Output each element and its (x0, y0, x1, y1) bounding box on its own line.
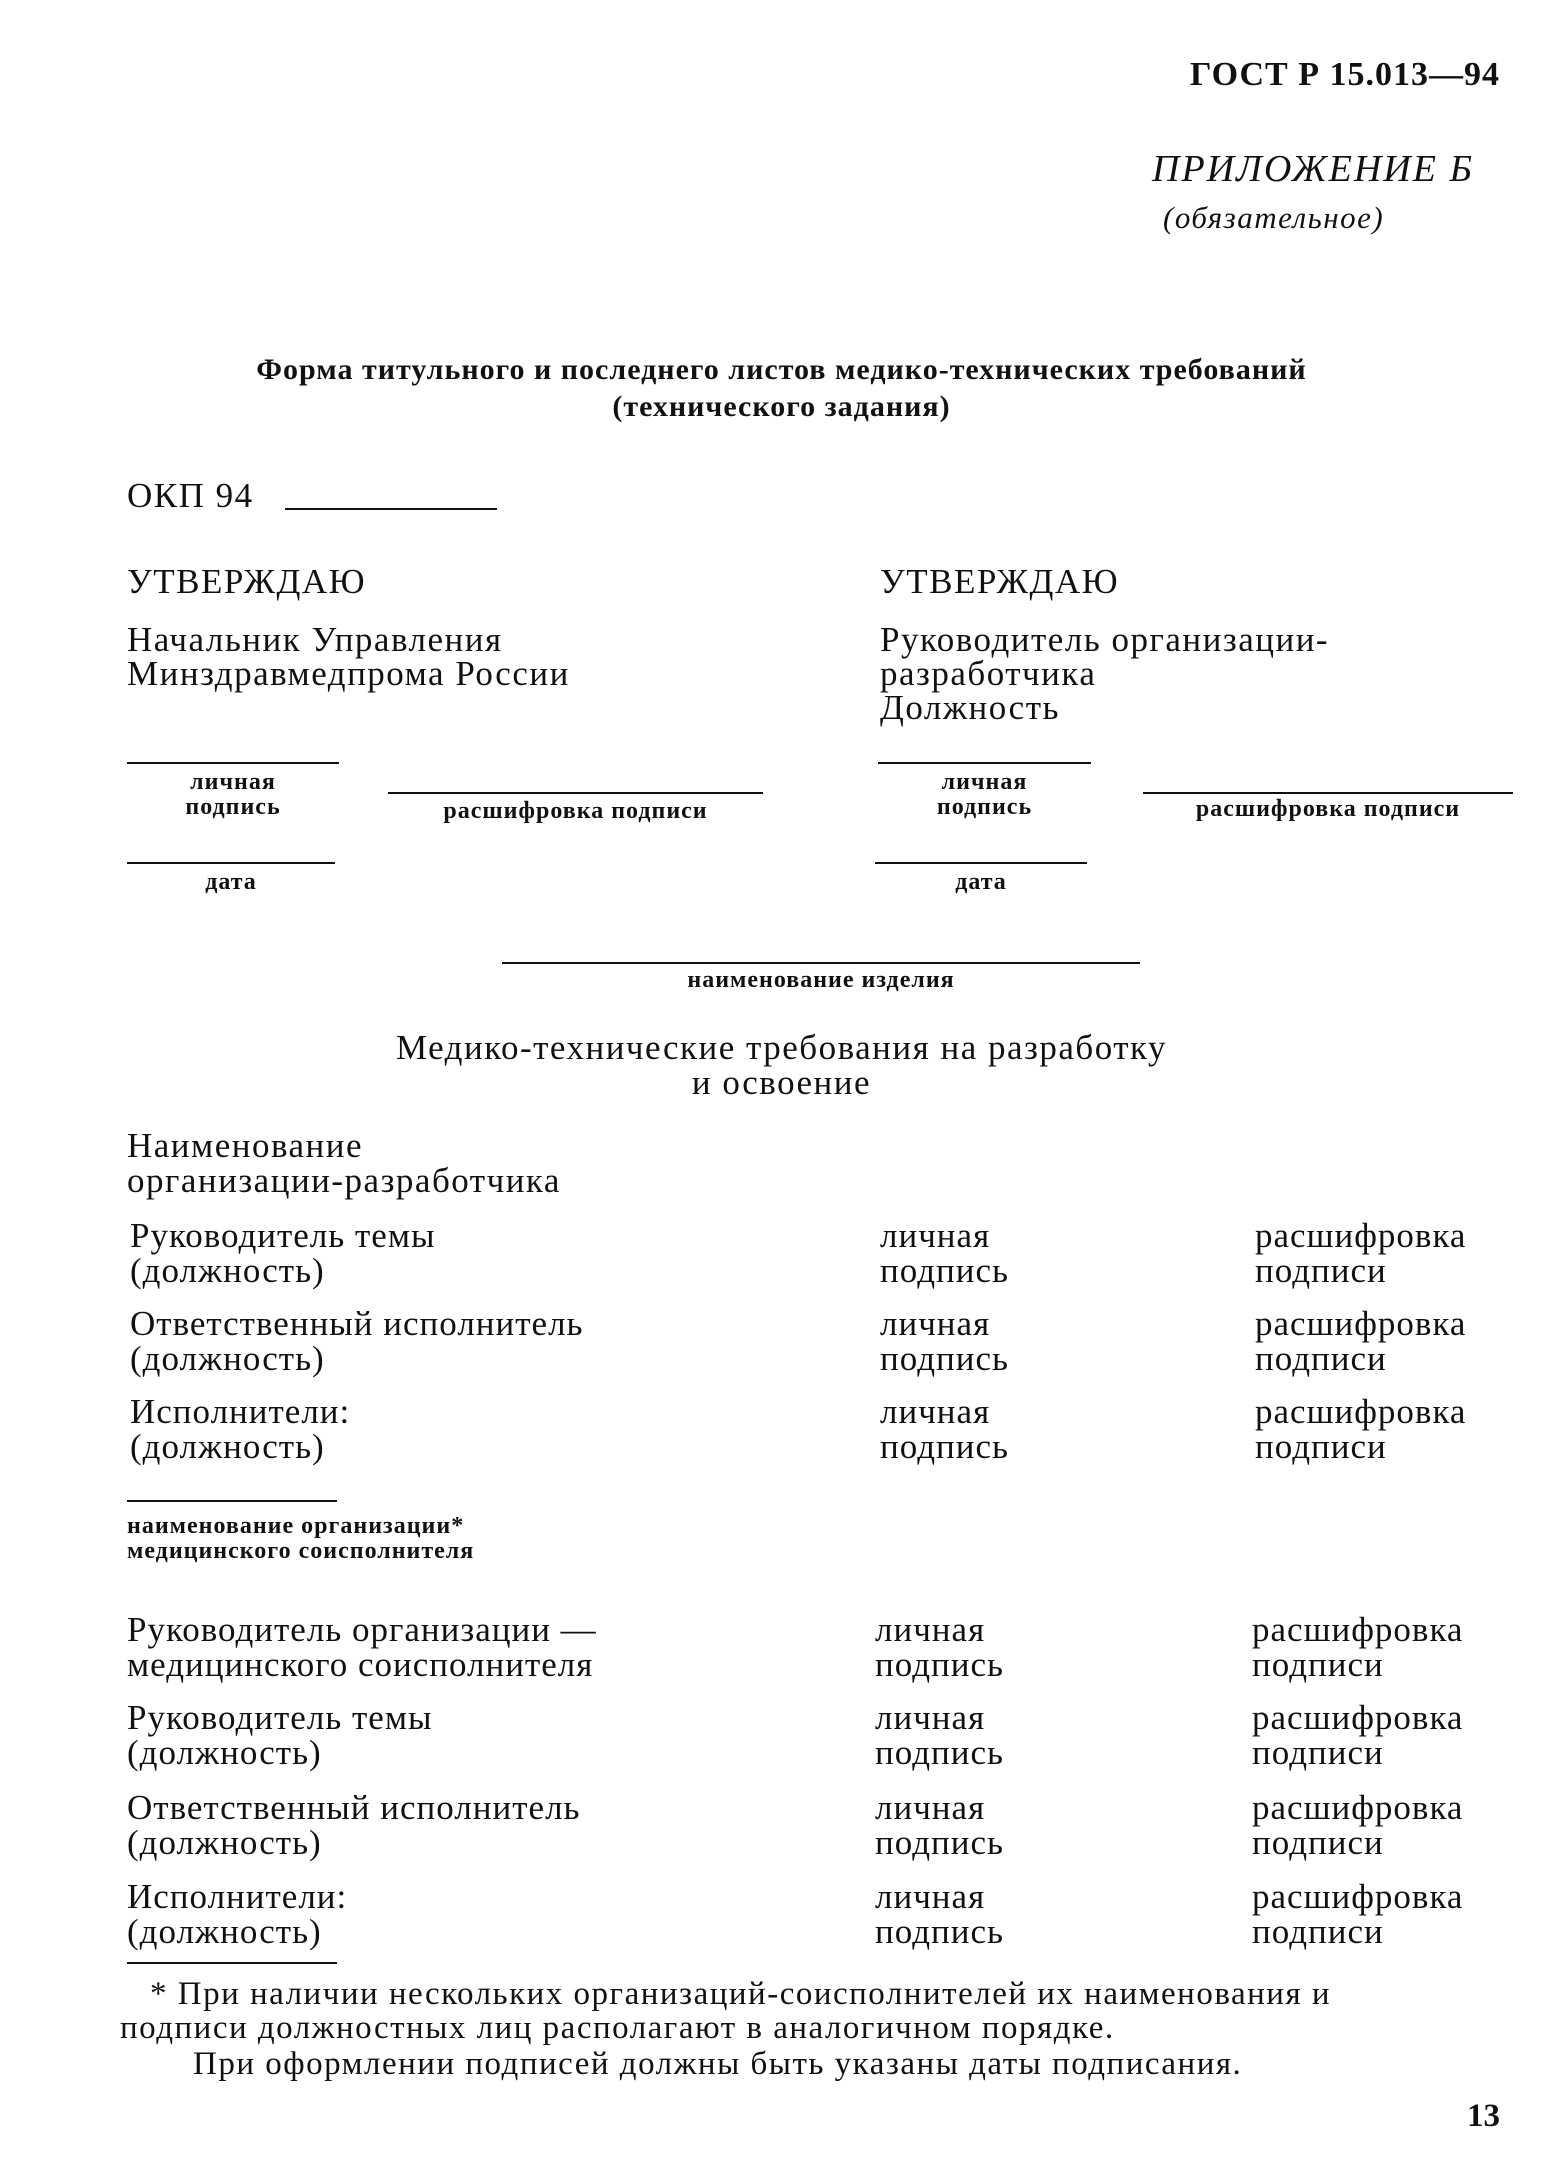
approve-left-sign-line (127, 762, 339, 764)
approve-right-date-line (875, 862, 1087, 864)
coexecutor-row-decoding: расшифровка подписи (1252, 1788, 1464, 1862)
appendix-title: ПРИЛОЖЕНИЕ Б (1152, 148, 1474, 190)
approve-right-sign-line (878, 762, 1091, 764)
approve-left-date-caption: дата (205, 869, 257, 895)
footnote-line1: * При наличии нескольких организаций-соисполнителей их наименования и (150, 1976, 1332, 2012)
coexecutor-row-decoding: расшифровка подписи (1252, 1610, 1464, 1684)
developer-row-role: Исполнители: (должность) (130, 1392, 351, 1466)
developer-row-sign: личная подпись (880, 1304, 1009, 1378)
coexecutor-org-caption: наименование организации* медицинского соисполнителя (127, 1513, 475, 1564)
approve-left-position-line2: Минздравмедпрома России (127, 654, 570, 693)
developer-row-sign: личная подпись (880, 1392, 1009, 1466)
page-number: 13 (1467, 2098, 1500, 2134)
coexecutor-row-role: Ответственный исполнитель (должность) (127, 1788, 581, 1862)
doc-title-line2: и освоение (691, 1063, 872, 1102)
developer-row-decoding: расшифровка подписи (1255, 1392, 1467, 1466)
approve-left-sign-caption: личная подпись (185, 769, 281, 820)
approve-right-position-line3: Должность (880, 688, 1060, 727)
approve-left-heading: УТВЕРЖДАЮ (127, 562, 367, 601)
developer-row-decoding: расшифровка подписи (1255, 1304, 1467, 1378)
approve-left-date-line (127, 862, 335, 864)
approve-right-decoding-line (1143, 792, 1513, 794)
developer-row-sign: личная подпись (880, 1216, 1009, 1290)
developer-row-role: Ответственный исполнитель (должность) (130, 1304, 584, 1378)
approve-right-heading: УТВЕРЖДАЮ (880, 562, 1120, 601)
footnote-separator (127, 1962, 337, 1964)
developer-org-label-line2: организации-разработчика (127, 1161, 561, 1200)
approve-left-position-line1: Начальник Управления (127, 620, 503, 659)
form-title-line2: (технического задания) (612, 390, 951, 423)
product-name-caption: наименование изделия (687, 967, 955, 993)
developer-row-decoding: расшифровка подписи (1255, 1216, 1467, 1290)
appendix-status: (обязательное) (1163, 200, 1385, 235)
coexecutor-row-sign: личная подпись (875, 1877, 1004, 1951)
approve-right-position-line1: Руководитель организации- (880, 620, 1330, 659)
coexecutor-row-sign: личная подпись (875, 1610, 1004, 1684)
developer-org-label-line1: Наименование (127, 1126, 364, 1165)
approve-right-position-line2: разработчика (880, 654, 1097, 693)
coexecutor-row-role: Руководитель темы (должность) (127, 1698, 433, 1772)
footnote-line3: При оформлении подписей должны быть указаны даты подписания. (193, 2046, 1243, 2082)
okp-code-line (285, 508, 497, 510)
approve-right-date-caption: дата (955, 869, 1007, 895)
approve-left-decoding-caption: расшифровка подписи (443, 798, 708, 824)
product-name-line (502, 962, 1140, 964)
coexecutor-row-sign: личная подпись (875, 1788, 1004, 1862)
doc-title-line1: Медико-технические требования на разработку (395, 1028, 1168, 1067)
approve-right-sign-caption: личная подпись (936, 769, 1033, 820)
coexecutor-row-decoding: расшифровка подписи (1252, 1698, 1464, 1772)
standard-code: ГОСТ Р 15.013—94 (1189, 56, 1500, 93)
approve-left-decoding-line (388, 792, 763, 794)
footnote-line2: подписи должностных лиц располагают в аналогичном порядке. (120, 2010, 1115, 2046)
coexecutor-row-role: Исполнители: (должность) (127, 1877, 348, 1951)
coexecutor-row-sign: личная подпись (875, 1698, 1004, 1772)
form-title-line1: Форма титульного и последнего листов медико-технических требований (256, 353, 1307, 386)
coexecutor-row-decoding: расшифровка подписи (1252, 1877, 1464, 1951)
approve-right-decoding-caption: расшифровка подписи (1195, 796, 1461, 822)
coexecutor-row-role: Руководитель организации — медицинского соисполнителя (127, 1610, 597, 1684)
okp-label: ОКП 94 (127, 476, 254, 515)
developer-row-role: Руководитель темы (должность) (130, 1216, 436, 1290)
coexecutor-org-line (127, 1500, 337, 1502)
